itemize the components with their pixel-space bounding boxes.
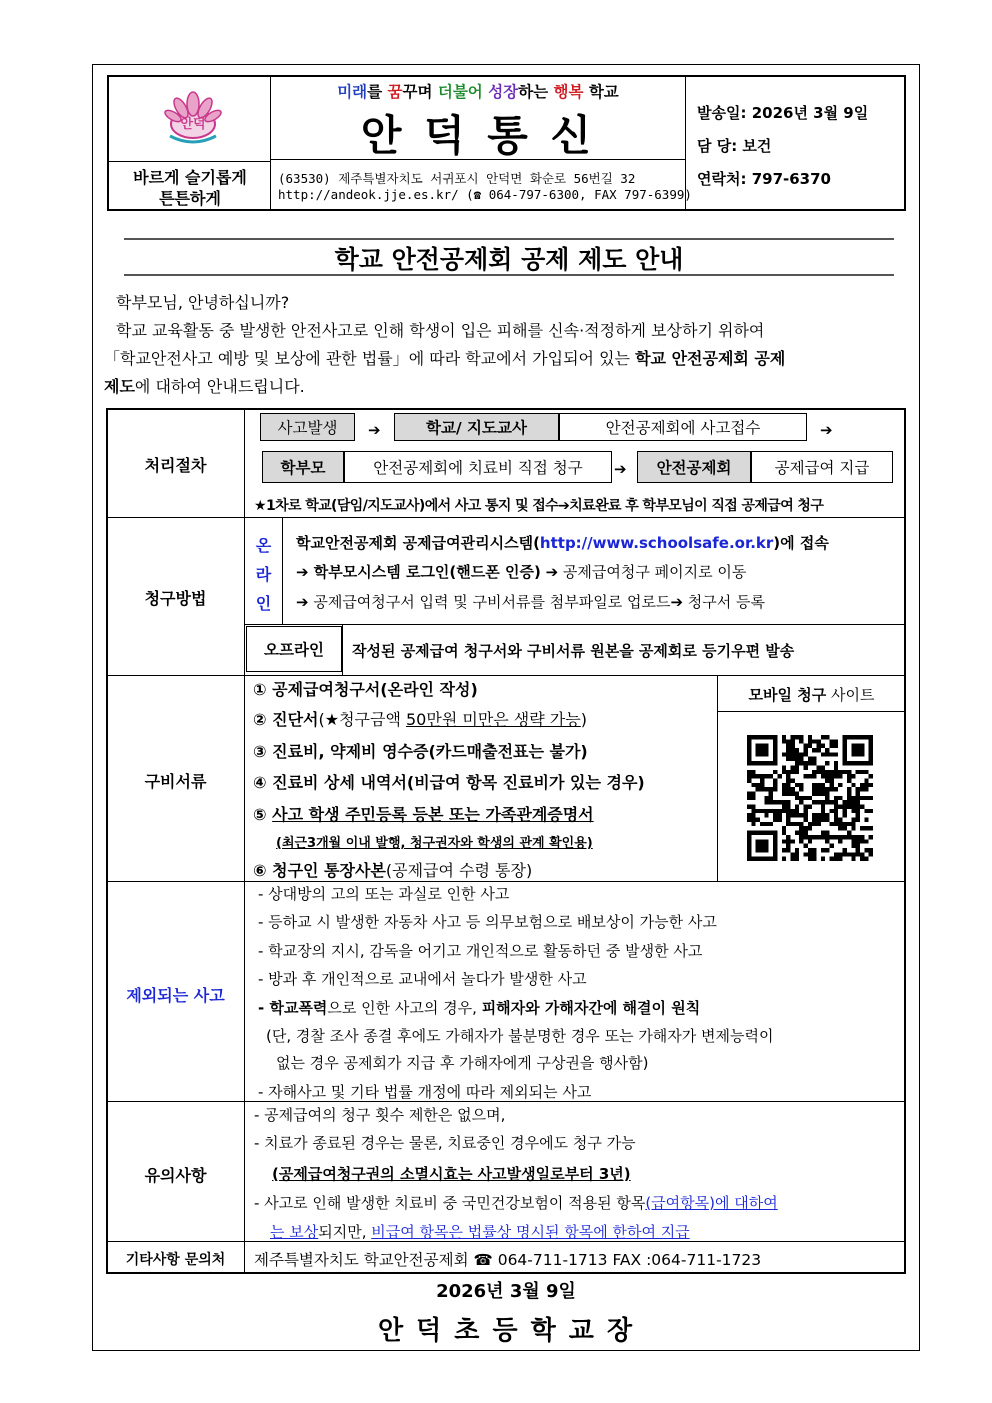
step-school: 학교/ 지도교사 bbox=[394, 413, 559, 441]
doc-5-note: (최근3개월 이내 발행, 청구권자와 학생의 관계 확인용) bbox=[276, 836, 593, 851]
doc-4: ④ 진료비 상세 내역서(비급여 항목 진료비가 있는 경우) bbox=[253, 773, 645, 792]
arrow-icon: ➔ bbox=[368, 421, 381, 439]
slogan-part: 를 bbox=[367, 83, 388, 101]
slogan-part: 행복 bbox=[553, 83, 584, 101]
excluded-note: 없는 경우 공제회가 지급 후 가해자에게 구상권을 행사함) bbox=[276, 1054, 649, 1072]
excluded-item: - 등하교 시 발생한 자동차 사고 등 의무보험으로 배보상이 가능한 사고 bbox=[258, 913, 717, 931]
qr-code-icon[interactable] bbox=[739, 735, 881, 861]
slogan-part: 학교 bbox=[583, 83, 619, 101]
school-url-phone: http://andeok.jje.es.kr/ (☎ 064-797-6300, FAX 797-6399) bbox=[278, 187, 692, 202]
arrow-icon: ➔ bbox=[820, 421, 833, 439]
excluded-note: (단, 경찰 조사 종결 후에도 가해자가 불분명한 경우 또는 가해자가 변제능력이 bbox=[266, 1027, 774, 1045]
procedure-note: ★1차로 학교(담임/지도교사)에서 사고 통지 및 접수➔치료완료 후 학부모님이 직접 공제급여 청구 bbox=[254, 498, 824, 514]
doc-1: ① 공제급여청구서(온라인 작성) bbox=[253, 680, 478, 699]
procedure-label: 처리절차 bbox=[144, 456, 207, 475]
intro-line3: 제도에 대하여 안내드립니다. bbox=[104, 377, 305, 396]
step-association: 안전공제회 bbox=[637, 451, 751, 483]
intro-line1: 학교 교육활동 중 발생한 안전사고로 인해 학생이 입은 피해를 신속·적정하게 보상하기 위하여 bbox=[116, 321, 765, 340]
online-step3: ➔ 공제급여청구서 입력 및 구비서류를 첨부파일로 업로드➔ 청구서 등록 bbox=[296, 593, 766, 611]
inquiry-text: 제주특별자치도 학교안전공제회 ☎ 064-711-1713 FAX :064-711-1723 bbox=[254, 1251, 762, 1269]
online-step2: ➔ 학부모시스템 로그인(핸드폰 인증) ➔ 공제급여청구 페이지로 이동 bbox=[296, 563, 747, 581]
page-title: 학교 안전공제회 공제 제도 안내 bbox=[334, 245, 684, 274]
step-report: 안전공제회에 사고접수 bbox=[559, 413, 807, 441]
slogan-part: 미래 bbox=[337, 83, 368, 101]
intro-line2: 「학교안전사고 예방 및 보상에 관한 법률」에 따라 학교에서 가입되어 있는 학교 안전공제회 공제 bbox=[104, 349, 786, 368]
mobile-claim-label: 모바일 청구 사이트 bbox=[748, 686, 875, 704]
note-item: - 사고로 인해 발생한 치료비 중 국민건강보험이 적용된 항목(급여항목)에 대하여 bbox=[254, 1194, 778, 1212]
schoolsafe-link[interactable]: http://www.schoolsafe.or.kr bbox=[539, 534, 774, 552]
school-motto-line1: 바르게 슬기롭게 bbox=[133, 168, 247, 187]
note-item: (공제급여청구권의 소멸시효는 사고발생일로부터 3년) bbox=[272, 1165, 631, 1183]
online-step1: 학교안전공제회 공제급여관리시스템(http://www.schoolsafe.or.kr)에 접속 bbox=[296, 534, 829, 552]
excluded-item: - 학교장의 지시, 감독을 어기고 개인적으로 활동하던 중 발생한 사고 bbox=[258, 942, 703, 960]
send-date: 발송일: 2026년 3월 9일 bbox=[697, 104, 869, 122]
step-claim: 안전공제회에 치료비 직접 청구 bbox=[344, 451, 612, 483]
school-slogan bbox=[271, 80, 685, 102]
step-accident: 사고발생 bbox=[260, 413, 355, 441]
slogan-part: 꿈 bbox=[387, 83, 403, 101]
excluded-item: - 자해사고 및 기타 법률 개정에 따라 제외되는 사고 bbox=[258, 1083, 592, 1101]
offline-label: 오프라인 bbox=[246, 626, 342, 672]
arrow-icon: ➔ bbox=[614, 460, 627, 478]
excluded-item: - 상대방의 고의 또는 과실로 인한 사고 bbox=[258, 885, 510, 903]
doc-2: ② 진단서(★청구금액 50만원 미만은 생략 가능) bbox=[253, 710, 587, 729]
claim-label: 청구방법 bbox=[144, 589, 207, 608]
note-item: - 치료가 종료된 경우는 물론, 치료중인 경우에도 청구 가능 bbox=[254, 1134, 636, 1152]
slogan-part: 더불어 bbox=[437, 83, 489, 101]
online-label: 온 라 인 bbox=[255, 536, 272, 613]
slogan-part: 꾸며 bbox=[402, 83, 438, 101]
excluded-item: - 학교폭력으로 인한 사고의 경우, 피해자와 가해자간에 해결이 원칙 bbox=[258, 999, 701, 1017]
offline-text: 작성된 공제급여 청구서와 구비서류 원본을 공제회로 등기우편 발송 bbox=[352, 642, 795, 660]
school-address: (63530) 제주특별자치도 서귀포시 안덕면 화순로 56번길 32 bbox=[278, 171, 636, 186]
doc-3: ③ 진료비, 약제비 영수증(카드매출전표는 불가) bbox=[253, 742, 588, 761]
school-logo-icon bbox=[158, 86, 228, 148]
note-item: 는 보상되지만, 비급여 항목은 법률상 명시된 항목에 한하여 지급 bbox=[270, 1223, 690, 1241]
footer-date: 2026년 3월 9일 bbox=[436, 1281, 576, 1302]
excluded-item: - 방과 후 개인적으로 교내에서 놀다가 발생한 사고 bbox=[258, 970, 587, 988]
inquiry-label: 기타사항 문의처 bbox=[125, 1252, 226, 1268]
doc-5: ⑤ 사고 학생 주민등록 등본 또는 가족관계증명서 bbox=[253, 805, 594, 824]
school-motto-line2: 튼튼하게 bbox=[159, 189, 221, 208]
note-item: - 공제급여의 청구 횟수 제한은 없으며, bbox=[254, 1106, 506, 1124]
principal-signature: 안 덕 초 등 학 교 장 bbox=[377, 1316, 635, 1346]
notes-label: 유의사항 bbox=[144, 1166, 207, 1185]
manager: 담 당: 보건 bbox=[697, 137, 772, 155]
documents-label: 구비서류 bbox=[144, 772, 207, 791]
doc-6: ⑥ 청구인 통장사본(공제급여 수령 통장) bbox=[253, 861, 533, 880]
greeting: 학부모님, 안녕하십니까? bbox=[116, 293, 290, 312]
step-parent: 학부모 bbox=[262, 451, 344, 483]
step-payment: 공제급여 지급 bbox=[751, 451, 893, 483]
excluded-label: 제외되는 사고 bbox=[126, 986, 225, 1005]
slogan-part: 하는 bbox=[518, 83, 554, 101]
contact-number: 연락처: 797-6370 bbox=[697, 170, 831, 188]
newsletter-title: 안 덕 통 신 bbox=[360, 111, 596, 160]
logo-text: 안덕 bbox=[180, 117, 206, 132]
slogan-part: 성장 bbox=[488, 83, 519, 101]
